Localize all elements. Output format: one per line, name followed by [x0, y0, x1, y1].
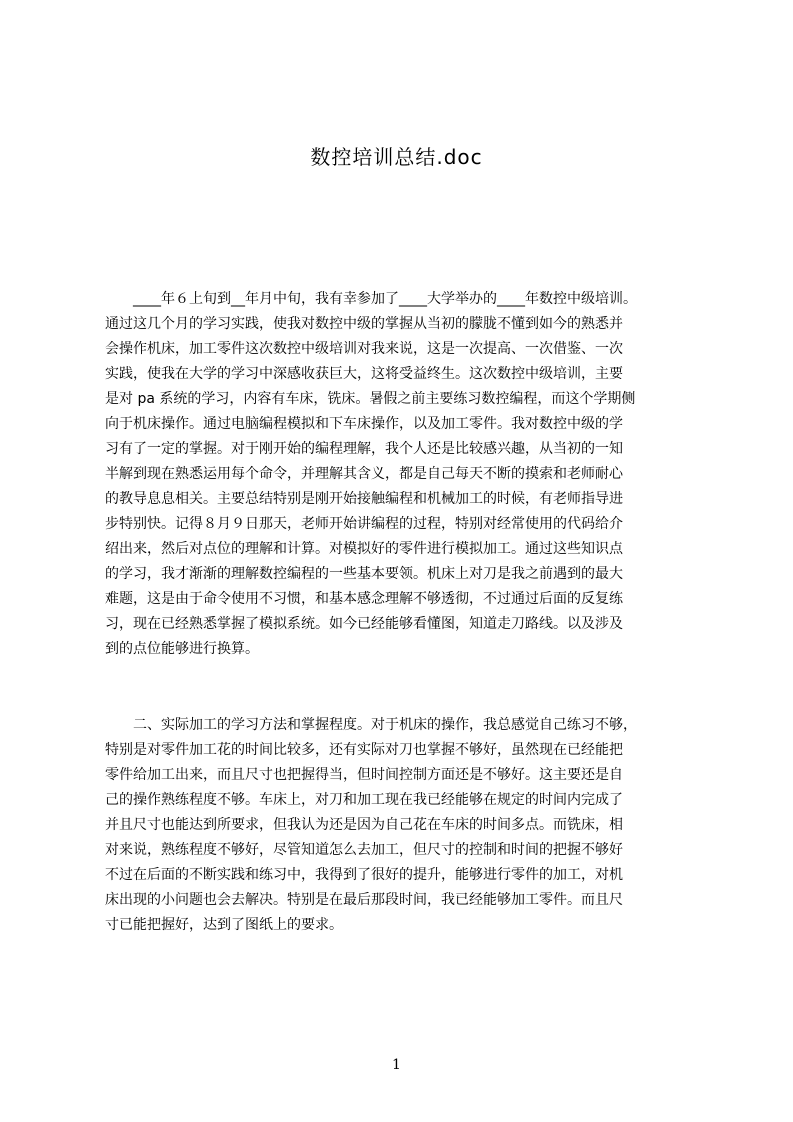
text-line: 己的操作熟练程度不够。车床上，对刀和加工现在我已经能够在规定的时间内完成了 — [105, 792, 623, 808]
text-line: ____年６上旬到__年月中旬，我有幸参加了____大学举办的____年数控中级培训。 — [105, 291, 637, 307]
text-line: 难题，这是由于命令使用不习惯，和基本感念理解不够透彻，不过通过后面的反复练 — [105, 591, 623, 607]
text-line: 到的点位能够进行换算。 — [105, 641, 259, 657]
text-line: 通过这几个月的学习实践，使我对数控中级的掌握从当初的朦胧不懂到如今的熟悉并 — [105, 316, 623, 332]
text-line: 是对 pa 系统的学习，内容有车床，铣床。暑假之前主要练习数控编程，而这个学期侧 — [105, 391, 636, 407]
text-line: 的学习，我才渐渐的理解数控编程的一些基本要领。机床上对刀是我之前遇到的最大 — [105, 566, 623, 582]
text-line: 寸已能把握好，达到了图纸上的要求。 — [105, 917, 343, 933]
page-number: 1 — [392, 1057, 401, 1073]
text-line: 会操作机床，加工零件这次数控中级培训对我来说，这是一次提高、一次借鉴、一次 — [105, 341, 623, 357]
paragraph-1 — [105, 287, 705, 662]
text-line: 床出现的小问题也会去解决。特别是在最后那段时间，我已经能够加工零件。而且尺 — [105, 892, 623, 908]
text-line: 绍出来，然后对点位的理解和计算。对模拟好的零件进行模拟加工。通过这些知识点 — [105, 541, 623, 557]
text-line: 习，现在已经熟悉掌握了模拟系统。如今已经能够看懂图，知道走刀路线。以及涉及 — [105, 616, 623, 632]
text-line: 实践，使我在大学的学习中深感收获巨大，这将受益终生。这次数控中级培训，主要 — [105, 366, 623, 382]
text-line: 向于机床操作。通过电脑编程模拟和下车床操作，以及加工零件。我对数控中级的学 — [105, 416, 623, 432]
text-line: 习有了一定的掌握。对于刚开始的编程理解，我个人还是比较感兴趣，从当初的一知 — [105, 441, 623, 457]
text-line: 特别是对零件加工花的时间比较多，还有实际对刀也掌握不够好，虽然现在已经能把 — [105, 742, 623, 758]
text-line: 并且尺寸也能达到所要求，但我认为还是因为自己花在车床的时间多点。而铣床，相 — [105, 817, 623, 833]
text-line: 二、实际加工的学习方法和掌握程度。对于机床的操作，我总感觉自己练习不够， — [105, 717, 637, 733]
document-title: 数控培训总结.doc — [310, 145, 483, 169]
text-line: 对来说，熟练程度不够好，尽管知道怎么去加工，但尺寸的控制和时间的把握不够好 — [105, 842, 623, 858]
text-line: 的教导息息相关。主要总结特别是刚开始接触编程和机械加工的时候，有老师指导进 — [105, 491, 623, 507]
text-line: 零件给加工出来，而且尺寸也把握得当，但时间控制方面还是不够好。这主要还是自 — [105, 767, 623, 783]
text-line: 半解到现在熟悉运用每个命令，并理解其含义，都是自己每天不断的摸索和老师耐心 — [105, 466, 623, 482]
paragraph-2 — [105, 713, 705, 938]
text-line: 步特别快。记得８月９日那天，老师开始讲编程的过程，特别对经常使用的代码给介 — [105, 516, 623, 532]
text-line: 不过在后面的不断实践和练习中，我得到了很好的提升，能够进行零件的加工，对机 — [105, 867, 623, 883]
